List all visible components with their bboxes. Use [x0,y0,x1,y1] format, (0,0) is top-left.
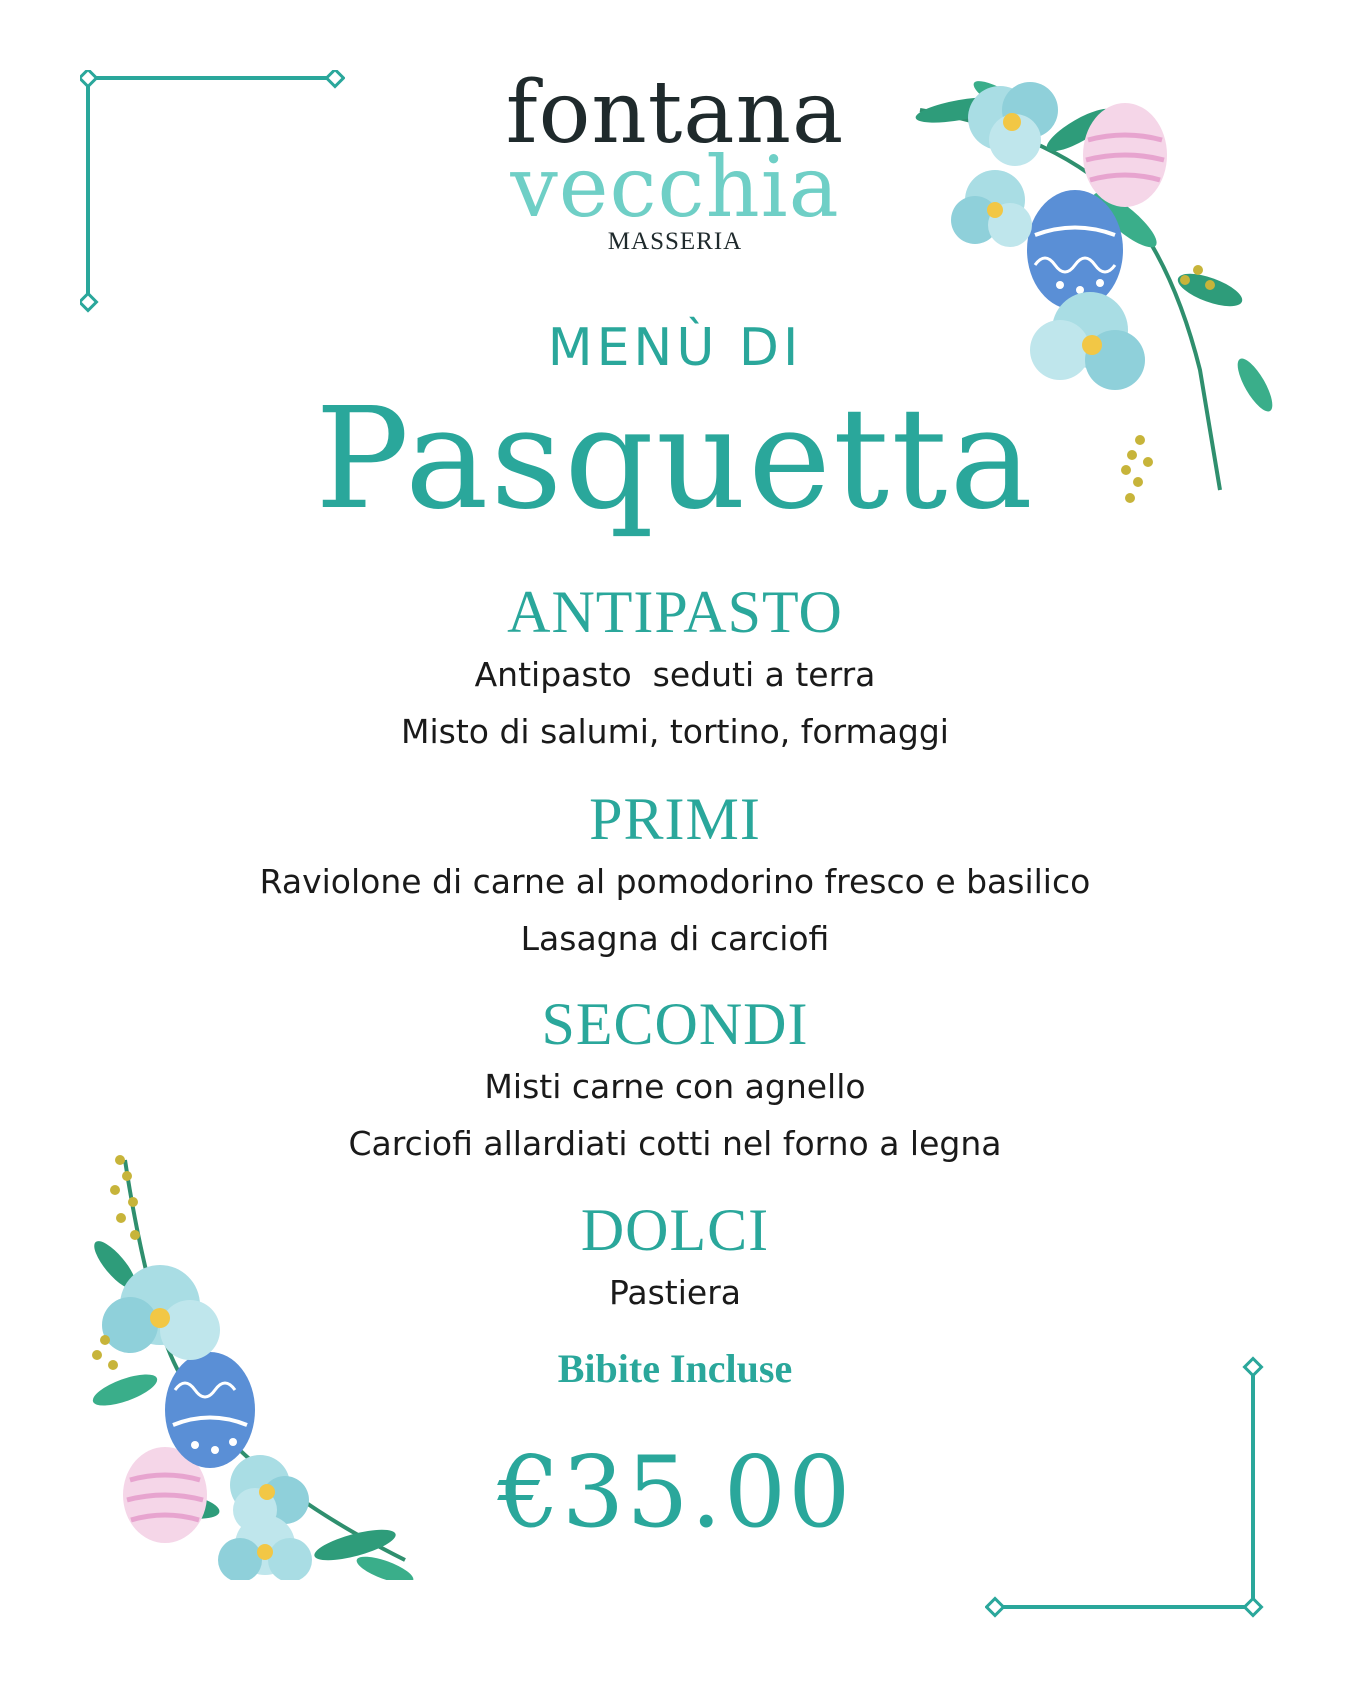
drinks-included-note: Bibite Incluse [557,1346,793,1391]
section-secondi [0,990,1350,1172]
frame-corner-top-left [80,70,345,315]
section-heading: PRIMI [589,786,761,852]
section-dolci [0,1196,1350,1321]
menu-item: Carciofi allardiati cotti nel forno a legna [348,1124,1002,1163]
section-primi [0,785,1350,967]
menu-price: €35.00 [497,1436,853,1550]
menu-title: Pasquetta [315,378,1035,541]
logo-fontana: fontana [505,63,845,163]
logo-vecchia: vecchia [510,138,840,236]
section-heading: ANTIPASTO [507,579,843,645]
menu-item: Pastiera [608,1273,742,1312]
menu-item: Raviolone di carne al pomodorino fresco e basilico [259,862,1091,901]
section-heading: SECONDI [541,991,809,1057]
menu-pre-title: MENÙ DI [547,318,803,378]
section-heading: DOLCI [580,1197,770,1263]
section-antipasto [0,578,1350,760]
menu-item: Misto di salumi, tortino, formaggi [401,712,949,751]
brand-logo [475,63,875,256]
logo-masseria: MASSERIA [607,228,743,255]
menu-item: Misti carne con agnello [484,1067,866,1106]
menu-item: Lasagna di carciofi [520,919,830,958]
menu-item: Antipasto seduti a terra [474,655,876,694]
